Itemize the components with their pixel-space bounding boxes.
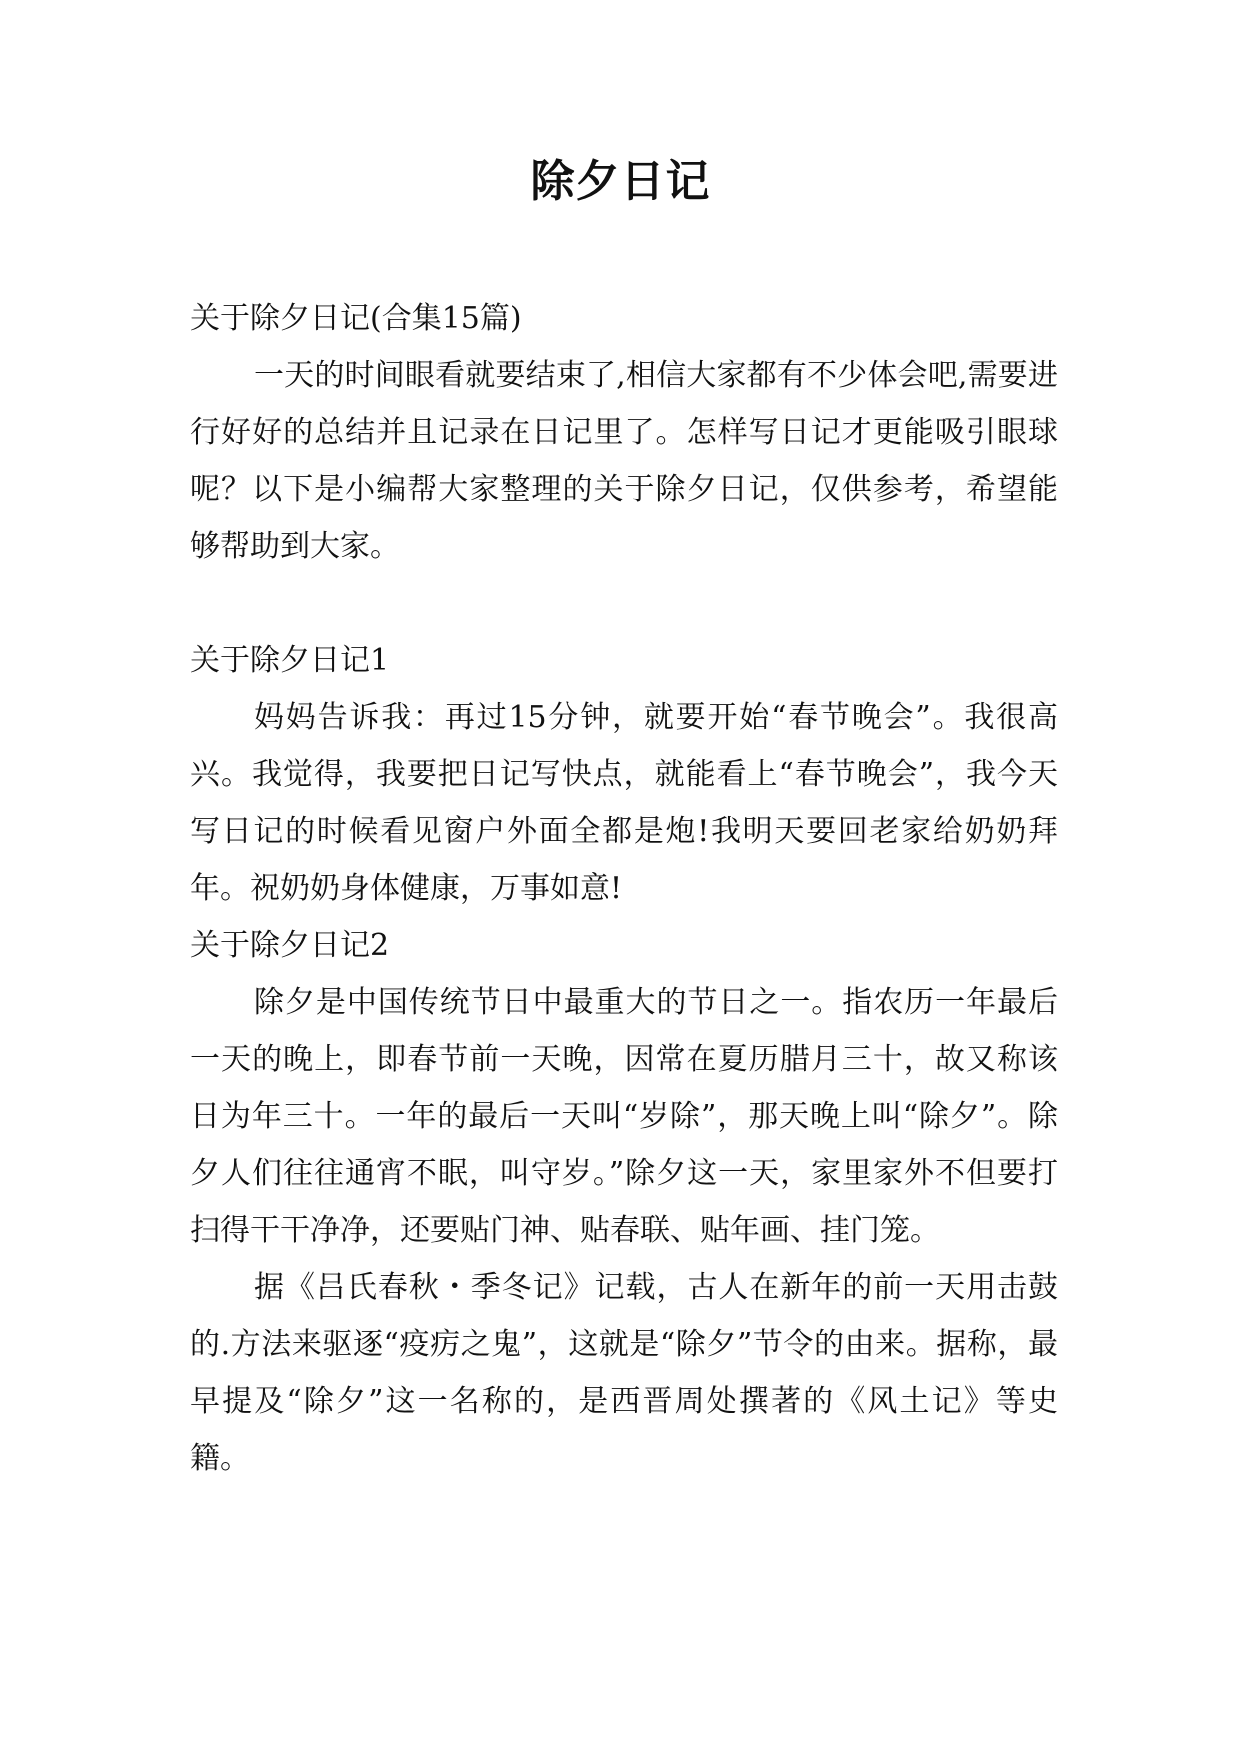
document-body [190,290,1058,1487]
section-2-paragraph-1: 除夕是中国传统节日中最重大的节日之一。指农历一年最后一天的晚上，即春节前一天晚，因常在夏历腊月三十，故又称该日为年三十。一年的最后一天叫“岁除”，那天晚上叫“除夕”。除夕人们往往通宵不眠，叫守岁。”除夕这一天，家里家外不但要打扫得干干净净，还要贴门神、贴春联、贴年画、挂门笼。 [190,985,1058,1248]
intro-heading: 关于除夕日记(合集15篇) [190,301,522,336]
section-2-heading: 关于除夕日记2 [190,928,390,963]
section-spacer [190,575,1058,632]
intro-paragraph: 一天的时间眼看就要结束了,相信大家都有不少体会吧,需要进行好好的总结并且记录在日记里了。怎样写日记才更能吸引眼球呢？以下是小编帮大家整理的关于除夕日记，仅供参考，希望能够帮助到大家。 [190,358,1058,564]
section-1-heading: 关于除夕日记1 [190,643,390,678]
section-1-paragraph-1: 妈妈告诉我：再过15分钟，就要开始“春节晚会”。我很高兴。我觉得，我要把日记写快点，就能看上“春节晚会”，我今天写日记的时候看见窗户外面全都是炮!我明天要回老家给奶奶拜年。祝奶奶身体健康，万事如意! [190,700,1058,906]
section-2-paragraph-2: 据《吕氏春秋・季冬记》记载，古人在新年的前一天用击鼓的.方法来驱逐“疫疠之鬼”，这就是“除夕”节令的由来。据称，最早提及“除夕”这一名称的，是西晋周处撰著的《风土记》等史籍。 [190,1270,1058,1476]
page-title: 除夕日记 [530,156,711,207]
